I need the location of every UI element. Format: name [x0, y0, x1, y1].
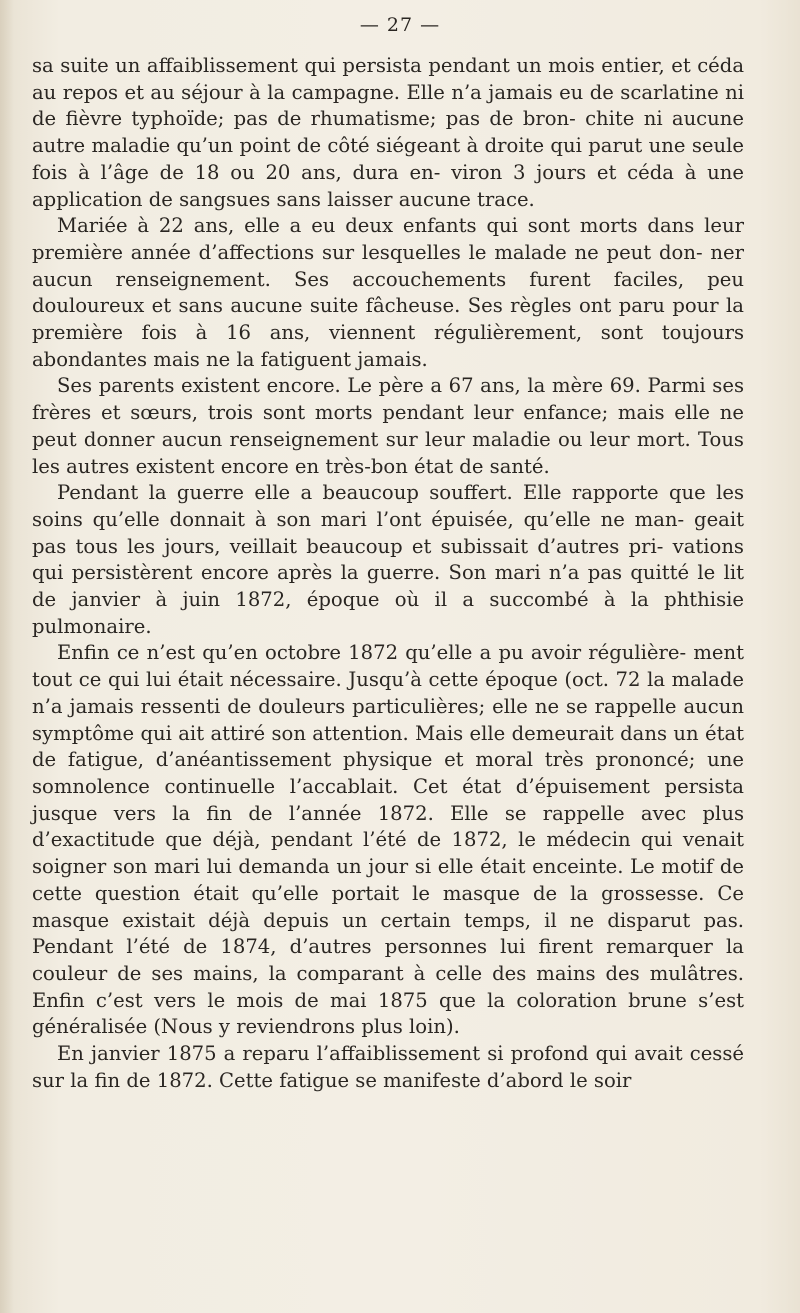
paragraph-war: Pendant la guerre elle a beaucoup souffert. Elle rapporte que les soins qu’elle donnait à son mari l’ont épuisée, qu’elle ne man- geait pas tous les jours, veillait beaucoup et subissait d’autres pri- vations qui persistèrent encore après la guerre. Son mari n’a pas quitté le lit de janvier à juin 1872, époque où il a succombé à la phthisie pulmonaire. [32, 481, 744, 638]
paragraph-parents: Ses parents existent encore. Le père a 67 ans, la mère 69. Parmi ses frères et sœurs, trois sont morts pendant leur enfance; mais elle ne peut donner aucun renseignement sur leur maladie ou leur mort. Tous les autres existent encore en très-bon état de santé. [32, 374, 744, 478]
paragraph-continuation: sa suite un affaiblissement qui persista pendant un mois entier, et céda au repos et au séjour à la campagne. Elle n’a jamais eu de scarlatine ni de fièvre typhoïde; pas de rhumatisme; pas de bron- chite ni aucune autre maladie qu’un point de côté siégeant à droite qui parut une seule fois à l’âge de 18 ou 20 ans, dura en- viron 3 jours et céda à une application de sangsues sans laisser aucune trace. [32, 54, 744, 211]
paragraph-marriage: Mariée à 22 ans, elle a eu deux enfants qui sont morts dans leur première année d’affections sur lesquelles le malade ne peut don- ner aucun renseignement. Ses accouchements furent faciles, peu douloureux et sans aucune suite fâcheuse. Ses règles ont paru pour la première fois à 16 ans, viennent régulièrement, sont toujours abondantes mais ne la fatiguent jamais. [32, 214, 744, 371]
paragraph-relapse: En janvier 1875 a reparu l’affaiblissement si profond qui avait cessé sur la fin de 1872. Cette fatigue se manifeste d’abord le soir [32, 1042, 744, 1092]
page-number: — 27 — [359, 14, 441, 36]
page-edge-shadow [0, 0, 14, 1313]
paragraph-symptoms: Enfin ce n’est qu’en octobre 1872 qu’elle a pu avoir régulière- ment tout ce qui lui était nécessaire. Jusqu’à cette époque (oct. 72 la malade n’a jamais ressenti de douleurs particulières; elle ne se rappelle aucun symptôme qui ait attiré son attention. Mais elle demeurait dans un état de fatigue, d’anéantissement physique et moral très prononcé; une somnolence continuelle l’accablait. Cet état d’épuisement persista jusque vers la fin de l’année 1872. Elle se rappelle avec plus d’exactitude que déjà, pendant l’été de 1872, le médecin qui venait soigner son mari lui demanda un jour si elle était enceinte. Le motif de cette question était qu’elle portait le masque de la grossesse. Ce masque existait déjà depuis un certain temps, il ne disparut pas. Pendant l’été de 1874, d’autres personnes lui firent remarquer la couleur de ses mains, la comparant à celle des mains des mulâtres. Enfin c’est vers le mois de mai 1875 que la coloration brune s’est généralisée (Nous y reviendrons plus loin). [32, 641, 744, 1039]
body-text [32, 53, 744, 1094]
